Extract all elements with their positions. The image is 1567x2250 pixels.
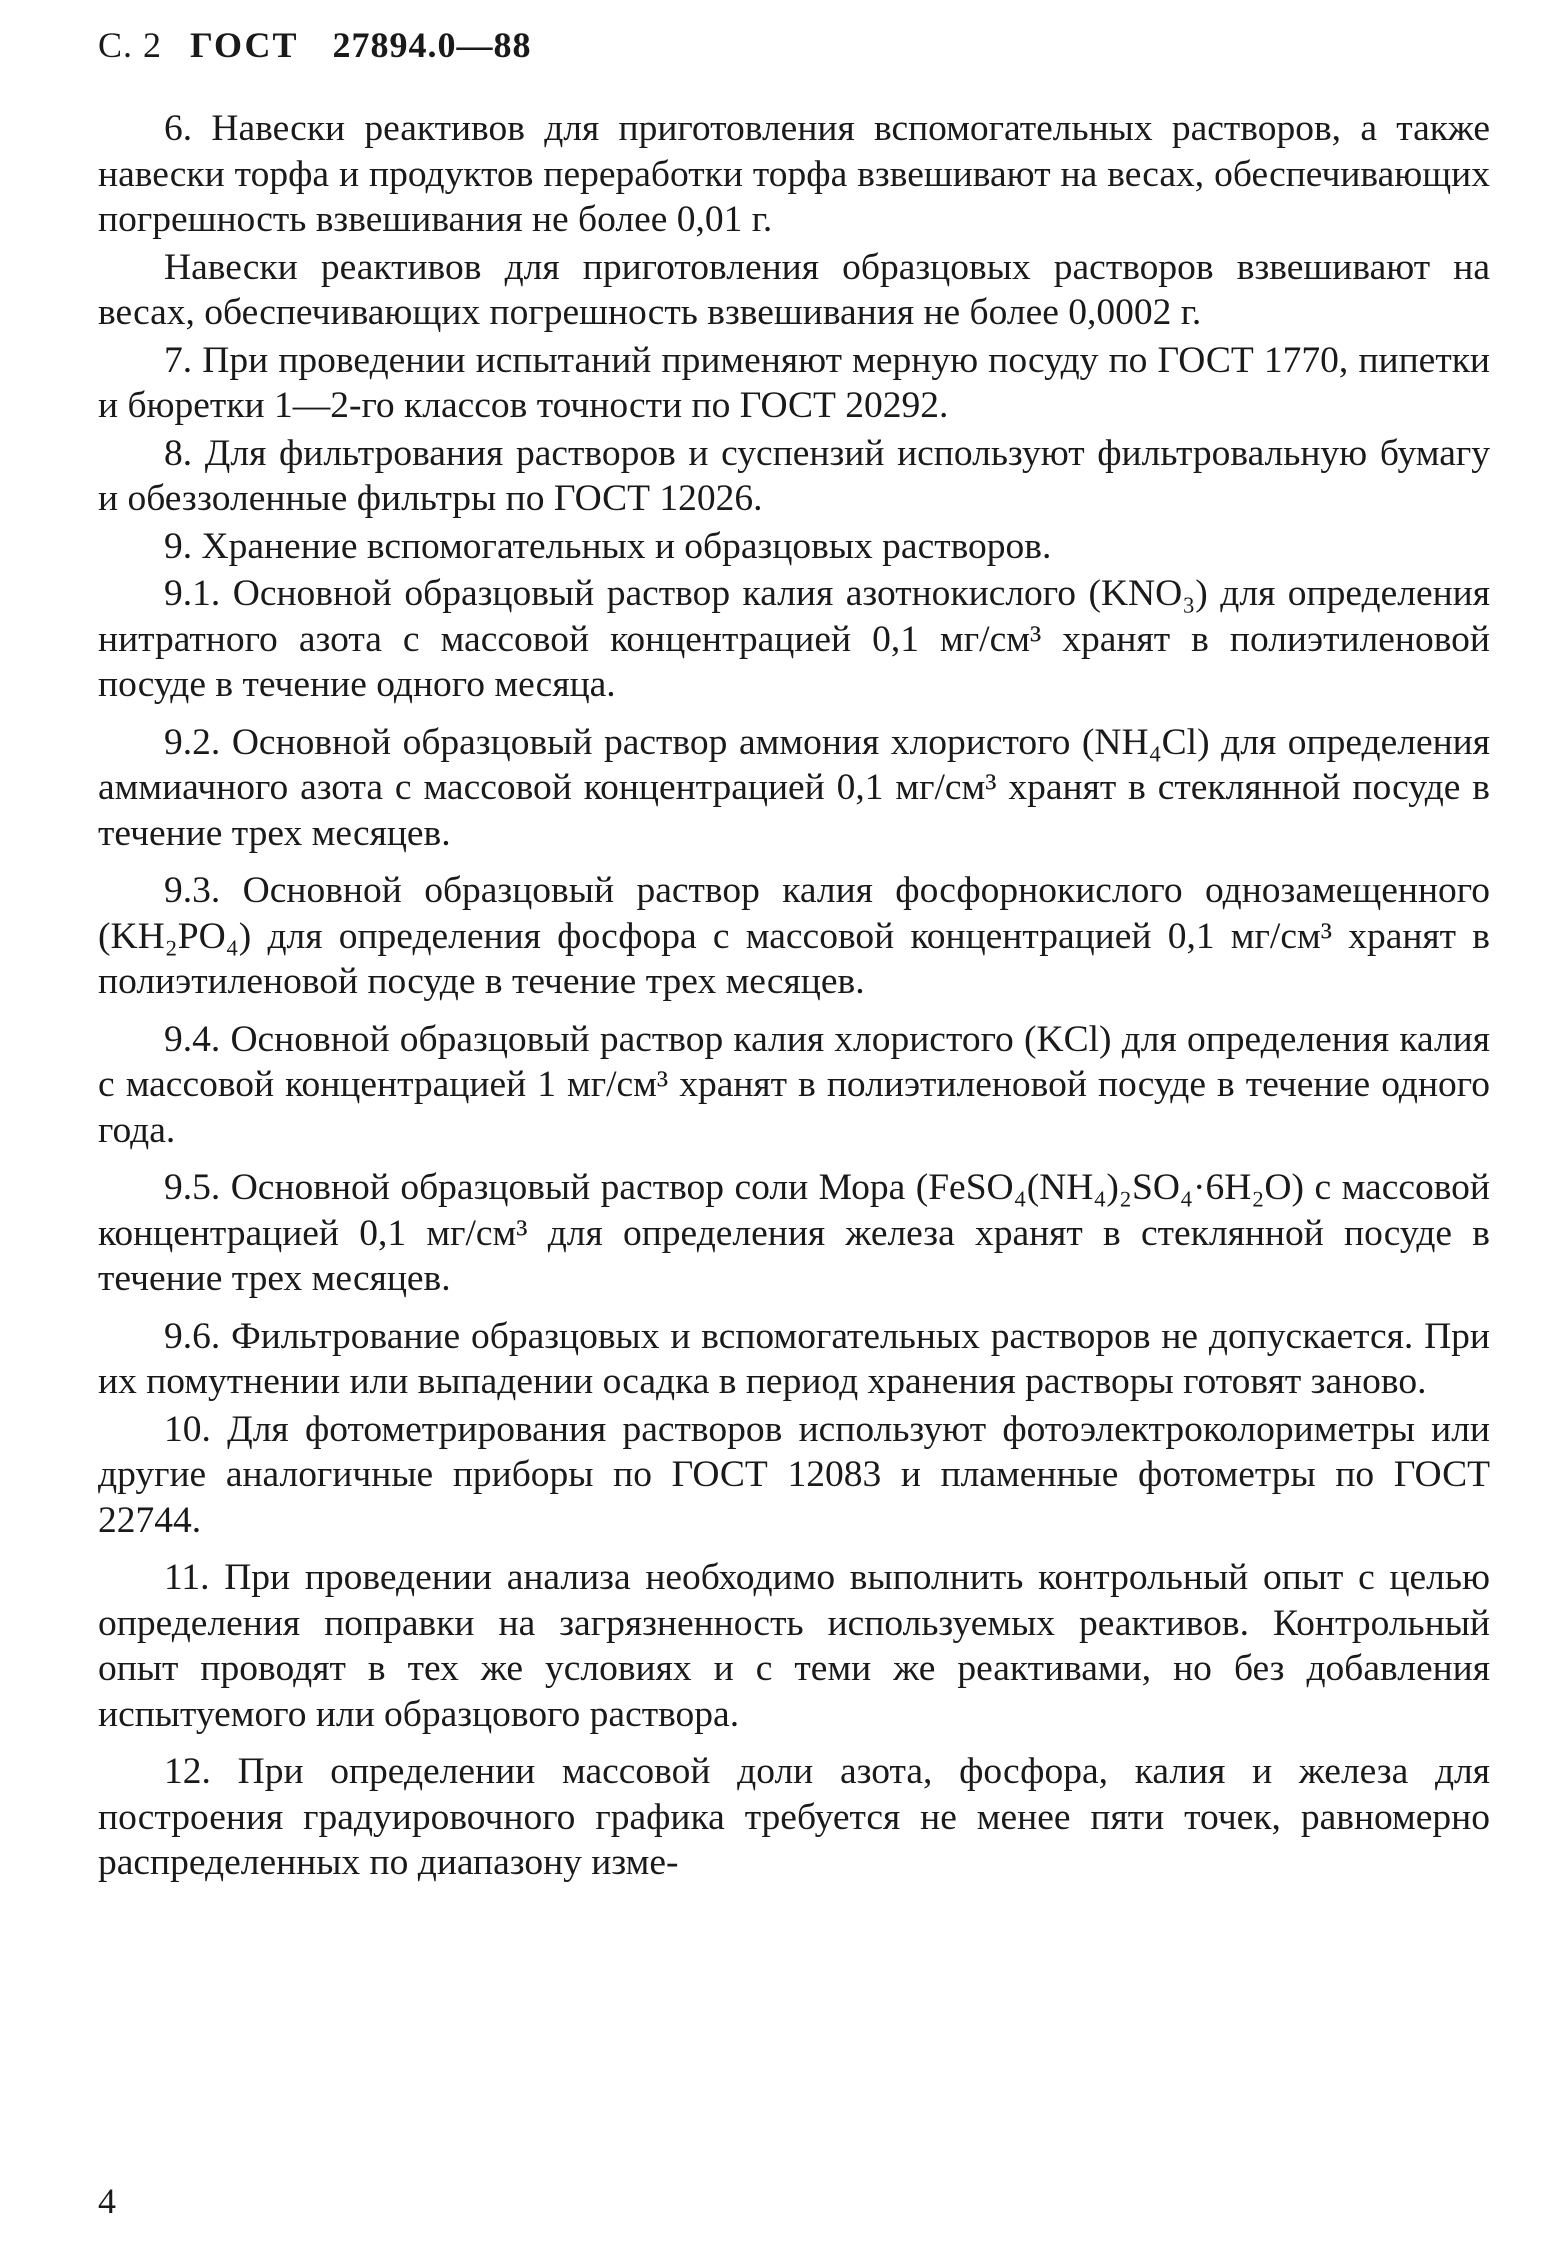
paragraph-6: 6. Навески реактивов для приготовления вспомогательных растворов, а также навески торфа и продуктов переработки торфа взвешивают на весах, обеспечивающих погрешность взвешивания не более 0,01 г. <box>98 108 1490 240</box>
paragraph-9-5: 9.5. Основной образцовый раствор соли Мора (FeSO₄(NH₄)₂SO₄·6H₂O) с массовой концентрацией 0,1 мг/см³ для определения железа хранят в стеклянной посуде в течение трех месяцев. <box>98 1167 1490 1299</box>
paragraph-12: 12. При определении массовой доли азота, фосфора, калия и железа для построения градуировочного графика требуется не менее пяти точек, равномерно распределенных по диапазону изме- <box>98 1751 1490 1883</box>
page-header <box>98 24 531 66</box>
paragraph-7: 7. При проведении испытаний применяют мерную посуду по ГОСТ 1770, пипетки и бюретки 1—2-го классов точности по ГОСТ 20292. <box>98 339 1490 426</box>
paragraph-6-continued: Навески реактивов для приготовления образцовых растворов взвешивают на весах, обеспечивающих погрешность взвешивания не более 0,0002 г. <box>98 246 1490 333</box>
page-number: 4 <box>98 2181 116 2221</box>
paragraph-9-2: 9.2. Основной образцовый раствор аммония хлористого (NH₄Cl) для определения аммиачного азота с массовой концентрацией 0,1 мг/см³ хранят в стеклянной посуде в течение трех месяцев. <box>98 721 1490 854</box>
paragraph-9: 9. Хранение вспомогательных и образцовых растворов. <box>164 525 1052 567</box>
header-page-label: С. 2 <box>98 25 163 65</box>
paragraph-9-6: 9.6. Фильтрование образцовых и вспомогательных растворов не допускается. При их помутнении или выпадении осадка в период хранения растворы готовят заново. <box>98 1315 1490 1402</box>
paragraph-9-1: 9.1. Основной образцовый раствор калия азотнокислого (KNO₃) для определения нитратного азота с массовой концентрацией 0,1 мг/см³ хранят в полиэтиленовой посуде в течение одного месяца. <box>98 573 1490 705</box>
paragraph-9-3: 9.3. Основной образцовый раствор калия фосфорнокислого однозамещенного (KH₂PO₄) для определения фосфора с массовой концентрацией 0,1 мг/см³ хранят в полиэтиленовой посуде в течение трех месяцев. <box>98 870 1490 1002</box>
paragraph-10: 10. Для фотометрирования растворов используют фотоэлектроколориметры или другие аналогичные приборы по ГОСТ 12083 и пламенные фотометры по ГОСТ 22744. <box>98 1408 1490 1541</box>
body-text <box>98 106 1490 1888</box>
header-standard-number: 27894.0—88 <box>332 25 532 65</box>
paragraph-9-4: 9.4. Основной образцовый раствор калия хлористого (KCl) для определения калия с массовой концентрацией 1 мг/см³ хранят в полиэтиленовой посуде в течение одного года. <box>98 1018 1490 1151</box>
paragraph-8: 8. Для фильтрования растворов и суспензий используют фильтровальную бумагу и обеззоленные фильтры по ГОСТ 12026. <box>98 432 1490 519</box>
header-standard: ГОСТ <box>190 25 299 65</box>
paragraph-11: 11. При проведении анализа необходимо выполнить контрольный опыт с целью определения поправки на загрязненность используемых реактивов. Контрольный опыт проводят в тех же условиях и с теми же реактивами, но без добавления испытуемого или образцового раствора. <box>98 1557 1490 1735</box>
